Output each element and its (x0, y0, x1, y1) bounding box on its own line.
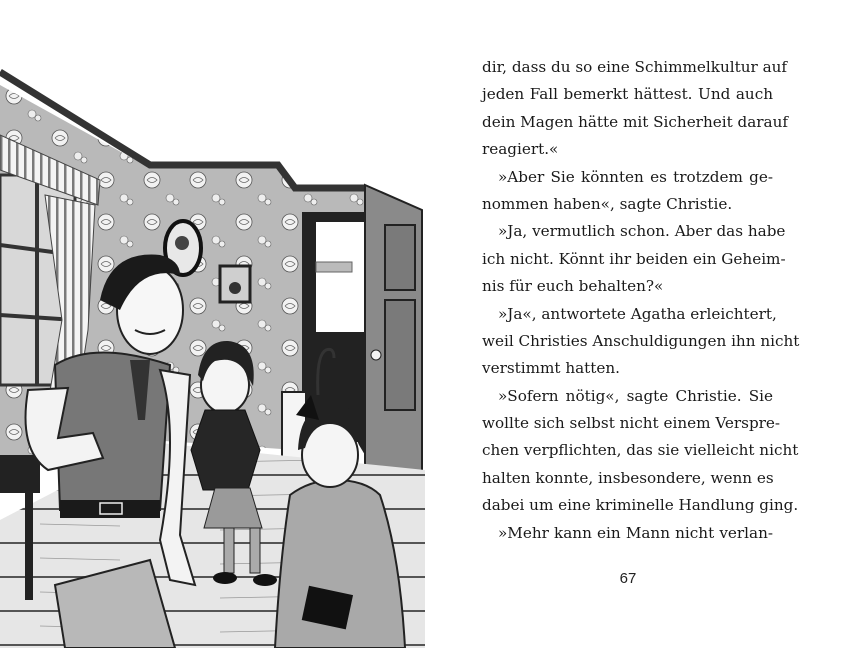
text-line: »Ja, vermutlich schon. Aber das habe (498, 222, 786, 241)
book-illustration (0, 0, 425, 648)
text-line: jeden Fall bemerkt hättest. Und auch (482, 85, 773, 104)
text-line: weil Christies Anschuldigungen ihn nicht (482, 331, 800, 350)
text-line: halten konnte, insbesondere, wenn es (482, 468, 774, 487)
text-line: reagiert.« (482, 140, 559, 159)
text-line: dabei um eine kriminelle Handlung ging. (482, 496, 799, 515)
text-line: ich nicht. Könnt ihr beiden ein Geheim- (482, 249, 786, 268)
text-line: dir, dass du so eine Schimmelkultur auf (482, 58, 788, 76)
text-line: »Ja«, antwortete Agatha erleichtert, (498, 304, 777, 323)
text-line: verstimmt hatten. (482, 359, 620, 378)
text-line: nis für euch behalten?« (482, 277, 664, 296)
text-line: »Sofern nötig«, sagte Christie. Sie (498, 386, 773, 405)
text-line: wollte sich selbst nicht einem Verspre- (482, 414, 781, 433)
page-number: 67 (619, 570, 637, 587)
text-line: chen verpflichten, das sie vielleicht nicht (482, 441, 799, 460)
text-line: »Aber Sie könnten es trotzdem ge- (498, 167, 773, 186)
body-text (482, 54, 800, 547)
text-line: nommen haben«, sagte Christie. (482, 194, 733, 213)
illustration-scene (0, 0, 425, 648)
text-line: dein Magen hätte mit Sicherheit darauf (482, 112, 788, 131)
text-line: »Mehr kann ein Mann nicht verlan- (498, 523, 773, 542)
